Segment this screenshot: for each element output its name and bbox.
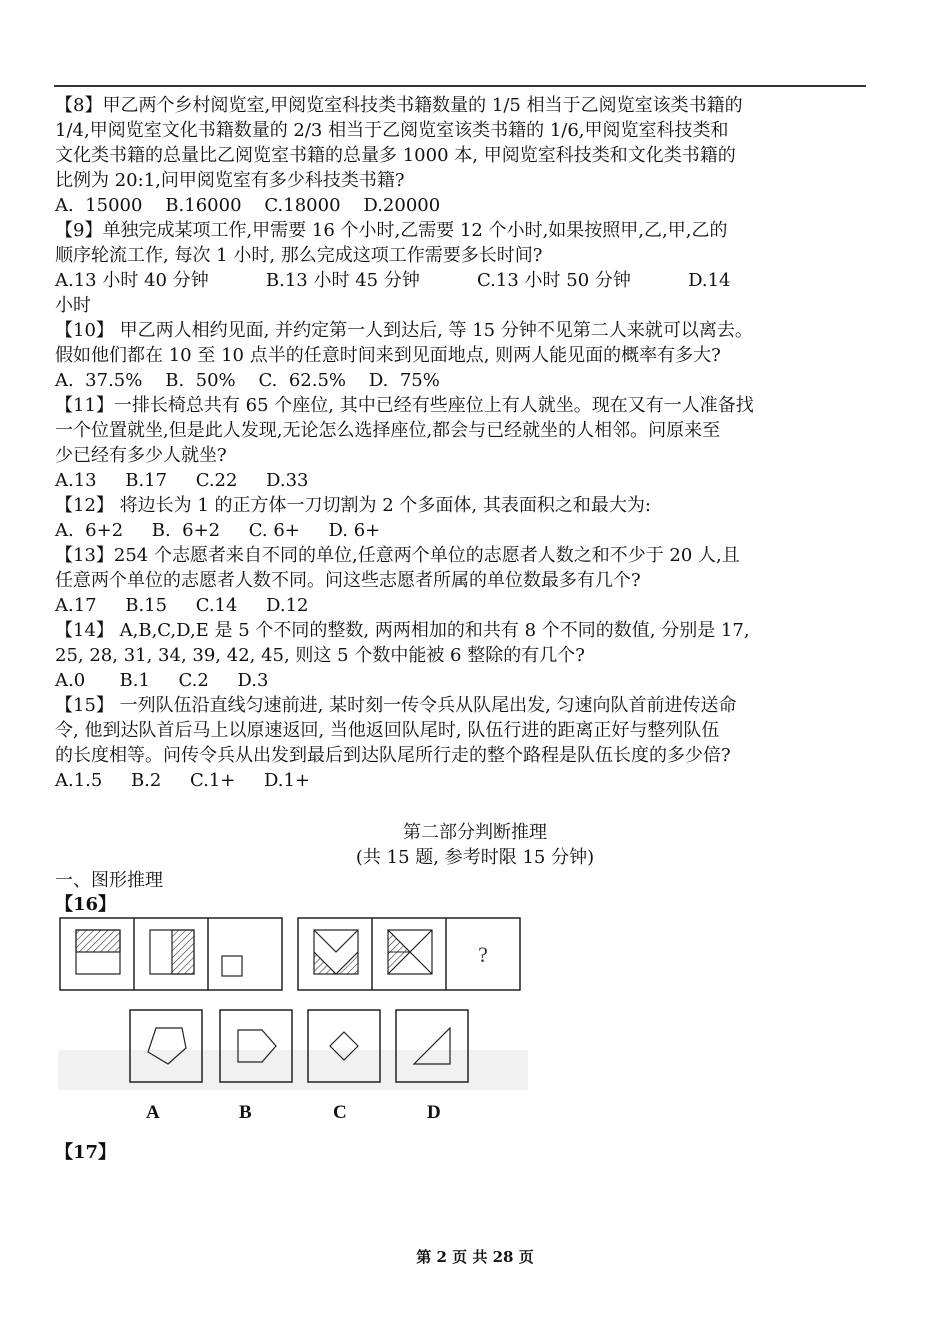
option-d-figure bbox=[396, 1010, 468, 1082]
question-list bbox=[55, 93, 897, 793]
question-text-line: 【13】254 个志愿者来自不同的单位,任意两个单位的志愿者人数之和不少于 20 人,且 bbox=[55, 545, 740, 566]
subheading: 一、图形推理 bbox=[55, 870, 163, 891]
question-text-line: 任意两个单位的志愿者人数不同。问这些志愿者所属的单位数最多有几个? bbox=[55, 570, 641, 591]
question-text-line: 【14】 A,B,C,D,E 是 5 个不同的整数, 两两相加的和共有 8 个不同的数值, 分别是 17, bbox=[55, 620, 750, 641]
question-text-line: 【8】甲乙两个乡村阅览室,甲阅览室科技类书籍数量的 1/5 相当于乙阅览室该类书籍的 bbox=[55, 95, 743, 116]
question-text-line: 一个位置就坐,但是此人发现,无论怎么选择座位,都会与已经就坐的人相邻。问原来至 bbox=[55, 420, 721, 441]
question-text-line: 【15】 一列队伍沿直线匀速前进, 某时刻一传令兵从队尾出发, 匀速向队首前进传送命 bbox=[55, 695, 737, 716]
question-text-line: 令, 他到达队首后马上以原速返回, 当他返回队尾时, 队伍行进的距离正好与整列队伍 bbox=[55, 720, 720, 741]
question-text-line: 25, 28, 31, 34, 39, 42, 45, 则这 5 个数中能被 6 整除的有几个? bbox=[55, 645, 585, 666]
section-title: 第二部分判断推理 bbox=[403, 822, 547, 843]
answer-options: A.1.5 B.2 C.1+ D.1+ bbox=[55, 770, 311, 791]
figure-5 bbox=[388, 930, 432, 974]
answer-options: 小时 bbox=[55, 295, 91, 316]
question-text-line: 的长度相等。问传令兵从出发到最后到达队尾所行走的整个路程是队伍长度的多少倍? bbox=[55, 745, 731, 766]
answer-options: A.17 B.15 C.14 D.12 bbox=[55, 595, 309, 616]
question-17-label: 【17】 bbox=[55, 1142, 117, 1163]
answer-options: A.0 B.1 C.2 D.3 bbox=[55, 670, 269, 691]
option-label-a: A bbox=[146, 1102, 160, 1123]
figure-4 bbox=[314, 930, 358, 974]
option-label-d: D bbox=[427, 1102, 441, 1123]
sequence-group-2 bbox=[298, 918, 520, 990]
question-text-line: 【10】 甲乙两人相约见面, 并约定第一人到达后, 等 15 分钟不见第二人来就可以离去。 bbox=[55, 320, 753, 341]
page-footer: 第 2 页 共 28 页 bbox=[416, 1248, 534, 1266]
figure-1 bbox=[76, 930, 120, 974]
option-label-c: C bbox=[333, 1102, 347, 1123]
question-text-line: 假如他们都在 10 至 10 点半的任意时间来到见面地点, 则两人能见面的概率有多大? bbox=[55, 345, 721, 366]
question-text-line: 顺序轮流工作, 每次 1 小时, 那么完成这项工作需要多长时间? bbox=[55, 245, 543, 266]
question-text-line: 少已经有多少人就坐? bbox=[55, 445, 227, 466]
question-text-line: 【11】一排长椅总共有 65 个座位, 其中已经有些座位上有人就坐。现在又有一人准备找 bbox=[55, 395, 754, 416]
section-subtitle: (共 15 题, 参考时限 15 分钟) bbox=[355, 847, 595, 868]
question-text-line: 文化类书籍的总量比乙阅览室书籍的总量多 1000 本, 甲阅览室科技类和文化类书籍的 bbox=[55, 145, 736, 166]
answer-options: A. 15000 B.16000 C.18000 D.20000 bbox=[55, 195, 441, 216]
option-c-figure bbox=[308, 1010, 380, 1082]
sequence-group-1 bbox=[60, 918, 282, 990]
question-text-line: 比例为 20:1,问甲阅览室有多少科技类书籍? bbox=[55, 170, 405, 191]
answer-options: A. 6+2 B. 6+2 C. 6+ D. 6+ bbox=[55, 520, 381, 541]
option-b-figure bbox=[220, 1010, 292, 1082]
option-label-b: B bbox=[239, 1102, 252, 1123]
answer-options: A. 37.5% B. 50% C. 62.5% D. 75% bbox=[55, 370, 440, 391]
figure-3 bbox=[222, 956, 242, 976]
figure-2 bbox=[150, 930, 194, 974]
question-mark: ? bbox=[478, 942, 488, 967]
question-16-label: 【16】 bbox=[55, 894, 117, 915]
figure-reasoning-diagram bbox=[58, 916, 528, 1096]
question-text-line: 1/4,甲阅览室文化书籍数量的 2/3 相当于乙阅览室该类书籍的 1/6,甲阅览室科技类和 bbox=[55, 120, 729, 141]
answer-options: A.13 小时 40 分钟 B.13 小时 45 分钟 C.13 小时 50 分钟 D.14 bbox=[55, 270, 731, 291]
option-a-figure bbox=[130, 1010, 202, 1082]
question-text-line: 【9】单独完成某项工作,甲需要 16 个小时,乙需要 12 个小时,如果按照甲,乙,甲,乙的 bbox=[55, 220, 728, 241]
answer-options: A.13 B.17 C.22 D.33 bbox=[55, 470, 309, 491]
header-rule bbox=[54, 85, 866, 87]
question-text-line: 【12】 将边长为 1 的正方体一刀切割为 2 个多面体, 其表面积之和最大为: bbox=[55, 495, 651, 516]
